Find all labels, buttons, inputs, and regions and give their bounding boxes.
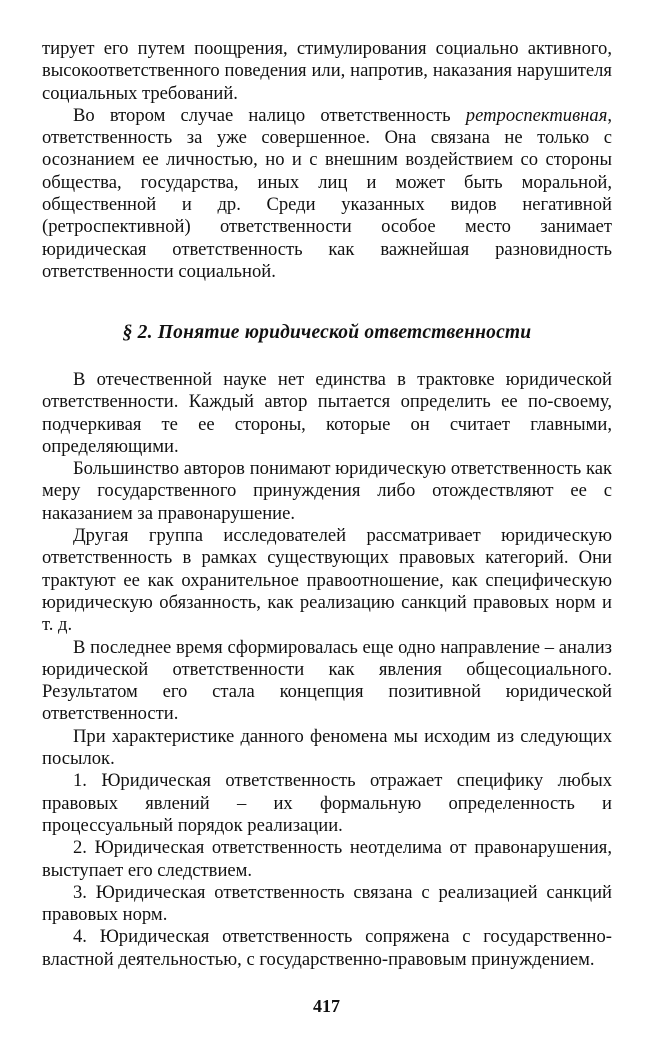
continued-text-block xyxy=(42,38,612,283)
numbered-item: 4. Юридическая ответственность сопряжена с государственно-властной деятельностью, с государственно-правовым принуждением. xyxy=(42,926,612,970)
body-paragraph: При характеристике данного феномена мы исходим из следующих посылок. xyxy=(42,725,612,770)
paragraph-retrospective xyxy=(42,105,612,283)
body-paragraph: Большинство авторов понимают юридическую ответственность как меру государственного принуждения либо отождествляют ее с наказанием за правонарушение. xyxy=(42,458,612,524)
numbered-item: 3. Юридическая ответственность связана с реализацией санкций правовых норм. xyxy=(42,881,612,926)
paragraph-text: , ответственность за уже совершенное. Она связана не только с осознанием ее личностью, но и с внешним воздействием со стороны общества, государства, иных лиц и может быть моральной, общественной и др. Среди указанных видов негативной (ретроспективной) ответственности особое место занимает юридическая ответственность как важнейшая разновидность ответственности социальной. xyxy=(42,104,612,282)
section-heading: § 2. Понятие юридической ответственности xyxy=(122,322,532,343)
italic-term: ретроспективная xyxy=(465,104,608,126)
paragraph-continuation: тирует его путем поощрения, стимулирования социально активного, высокоответственного поведения или, напротив, наказания нарушителя социальных требований. xyxy=(42,38,612,104)
numbered-item: 2. Юридическая ответственность неотделима от правонарушения, выступает его следствием. xyxy=(42,837,612,881)
body-paragraph: В последнее время сформировалась еще одно направление – анализ юридической ответственности как явления общесоциального. Результатом его стала концепция позитивной юридической ответственности. xyxy=(42,636,612,725)
numbered-item: 1. Юридическая ответственность отражает специфику любых правовых явлений – их формальную определенность и процессуальный порядок реализации. xyxy=(42,770,612,836)
body-paragraph: В отечественной науке нет единства в трактовке юридической ответственности. Каждый автор пытается определить ее по-своему, подчеркивая те ее стороны, которые он считает главными, определяющими. xyxy=(42,369,612,457)
page-number: 417 xyxy=(313,996,340,1016)
section-body xyxy=(42,369,612,971)
paragraph-text: Во втором случае налицо ответственность xyxy=(73,104,466,126)
body-paragraph: Другая группа исследователей рассматривает юридическую ответственность в рамках существующих правовых категорий. Они трактуют ее как охранительное правоотношение, как специфическую юридическую обязанность, как реализацию санкций правовых норм и т. д. xyxy=(42,525,612,636)
